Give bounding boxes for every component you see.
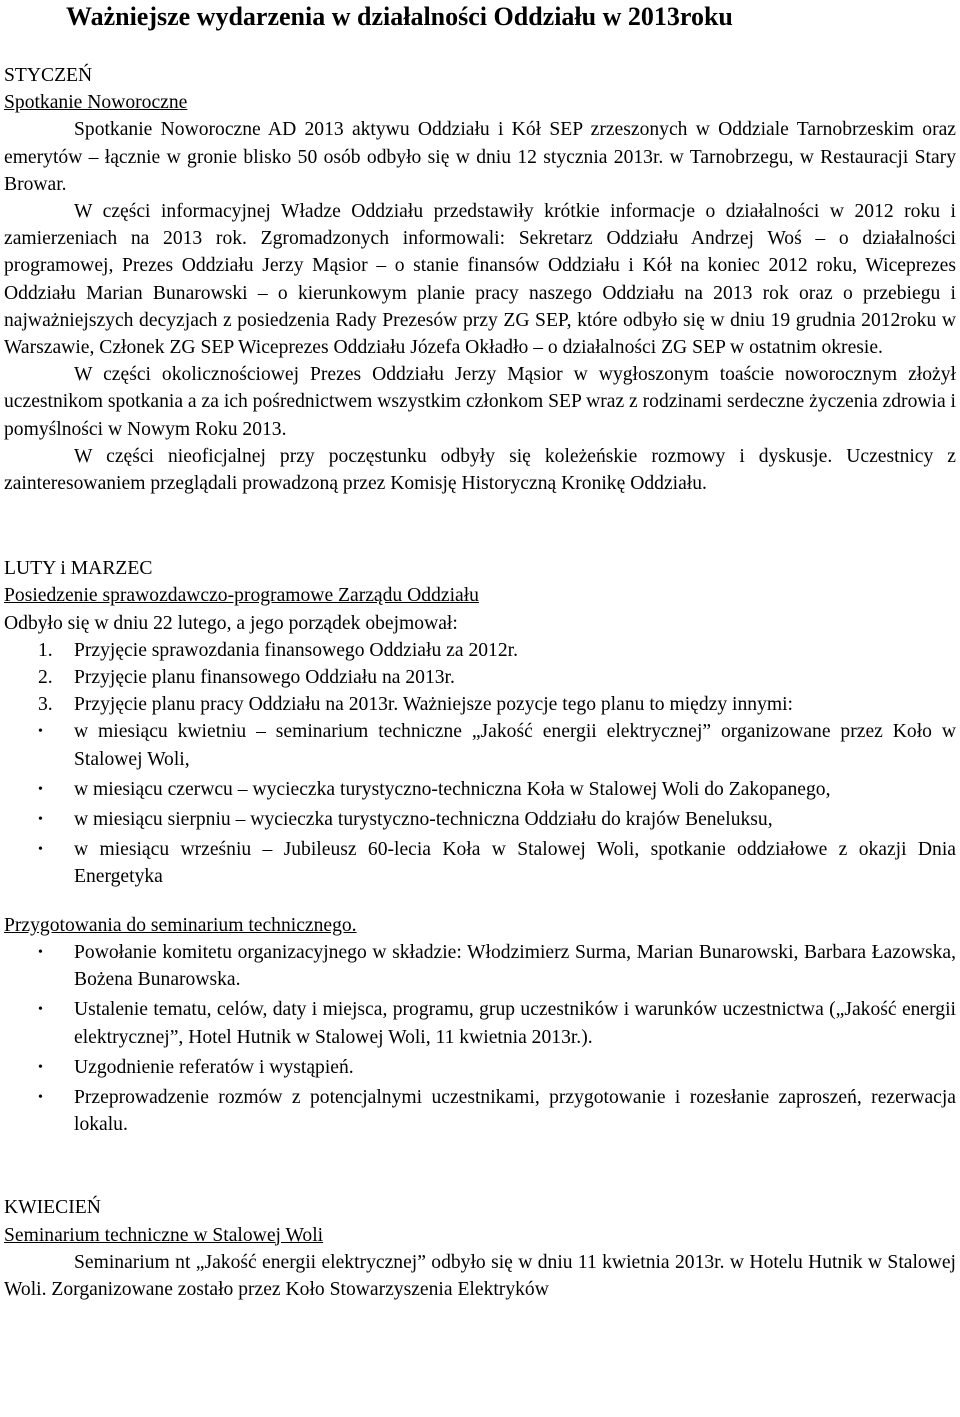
bullet-icon: • [38, 812, 43, 828]
bullet-list-plan [4, 718, 956, 890]
list-item-text: w miesiącu kwietniu – seminarium techniczne „Jakość energii elektrycznej” organizowane przez Koło w Stalowej Woli, [74, 721, 956, 770]
section-subhead-przygotowania: Przygotowania do seminarium technicznego. [4, 914, 357, 936]
list-item [4, 691, 956, 718]
section-subhead-posiedzenie: Posiedzenie sprawozdawczo-programowe Zarządu Oddziału [4, 585, 479, 607]
paragraph: Seminarium nt „Jakość energii elektrycznej” odbyło się w dniu 11 kwietnia 2013r. w Hotelu Hutnik w Stalowej Woli. Zorganizowane zostało przez Koło Stowarzyszenia Elektryków [4, 1251, 956, 1300]
section-month-styczen: STYCZEŃ [4, 65, 93, 86]
list-item-text: Przyjęcie sprawozdania finansowego Oddziału za 2012r. [74, 639, 518, 661]
list-item [4, 1084, 956, 1138]
paragraph: W części informacyjnej Władze Oddziału przedstawiły krótkie informacje o działalności w 2012 roku i zamierzeniach na 2013 rok. Zgromadzonych informowali: Sekretarz Oddziału Andrzej Woś – o działalności programowej, Prezes Oddziału Jerzy Mąsior – o stanie finansów Oddziału i Kół na koniec 2012 roku, Wiceprezes Oddziału Marian Bunarowski – o kierunkowym planie pracy naszego Oddziału na 2013 rok oraz o przebiegu i najważniejszych decyzjach z posiedzenia Rady Prezesów przy ZG SEP, które odbyło się w dniu 19 grudnia 2012roku w Warszawie, Członek ZG SEP Wiceprezes Oddziału Józefa Okładło – o działalności ZG SEP w ostatnim okresie. [4, 201, 956, 359]
list-item [4, 836, 956, 890]
bullet-icon: • [38, 1002, 43, 1018]
paragraph: W części nieoficjalnej przy poczęstunku odbyły się koleżeńskie rozmowy i dyskusje. Uczestnicy z zainteresowaniem przeglądali prowadzoną przez Komisję Historyczną Kronikę Oddziału. [4, 445, 956, 495]
paragraph: W części okolicznościowej Prezes Oddziału Jerzy Mąsior w wygłoszonym toaście noworocznym złożył uczestnikom spotkania a za ich pośrednictwem wszystkim członkom SEP wraz z rodzinami serdeczne życzenia zdrowia i pomyślności w Nowym Roku 2013. [4, 364, 956, 440]
list-item-text: Przyjęcie planu pracy Oddziału na 2013r. Ważniejsze pozycje tego planu to między innymi: [74, 694, 793, 716]
section-month-luty-marzec: LUTY i MARZEC [4, 558, 153, 580]
list-item [4, 939, 956, 993]
bullet-icon: • [38, 781, 43, 797]
list-number: 1. [38, 639, 53, 661]
page-title: Ważniejsze wydarzenia w działalności Oddziału w 2013roku [66, 2, 733, 31]
paragraph: Spotkanie Noworoczne AD 2013 aktywu Oddziału i Kół SEP zrzeszonych w Oddziale Tarnobrzeskim oraz emerytów – łącznie w gronie blisko 50 osób odbyło się w dniu 12 stycznia 2013r. w Tarnobrzegu, w Restauracji Stary Browar. [4, 119, 956, 195]
list-item [4, 637, 956, 664]
list-item-text: w miesiącu sierpniu – wycieczka turystyczno-techniczna Oddziału do krajów Beneluksu, [74, 809, 773, 831]
list-item-text: w miesiącu wrześniu – Jubileusz 60-lecia Koła w Stalowej Woli, spotkanie oddziałowe z okazji Dnia Energetyka [74, 839, 956, 888]
bullet-icon: • [38, 1089, 43, 1105]
list-item [4, 1054, 956, 1081]
list-item [4, 718, 956, 772]
list-item [4, 996, 956, 1050]
list-item-text: Powołanie komitetu organizacyjnego w składzie: Włodzimierz Surma, Marian Bunarowski, Barbara Łazowska, Bożena Bunarowska. [74, 941, 956, 991]
paragraph: Odbyło się w dniu 22 lutego, a jego porządek obejmował: [4, 612, 458, 634]
list-item-text: Ustalenie tematu, celów, daty i miejsca, programu, grup uczestników i warunków uczestnictwa („Jakość energii elektrycznej”, Hotel Hutnik w Stalowej Woli, 11 kwietnia 2013r.). [74, 999, 956, 1048]
bullet-list-przygotowania [4, 939, 956, 1138]
numbered-list [4, 637, 956, 719]
bullet-icon: • [38, 842, 43, 858]
section-month-kwiecien: KWIECIEŃ [4, 1197, 101, 1219]
list-item [4, 806, 956, 833]
list-item-text: Przeprowadzenie rozmów z potencjalnymi uczestnikami, przygotowanie i rozesłanie zaproszeń, rezerwacja lokalu. [74, 1086, 956, 1136]
bullet-icon: • [38, 724, 43, 740]
list-item-text: w miesiącu czerwcu – wycieczka turystyczno-techniczna Koła w Stalowej Woli do Zakopanego, [74, 778, 831, 800]
list-number: 2. [38, 667, 53, 689]
list-item-text: Przyjęcie planu finansowego Oddziału na 2013r. [74, 667, 455, 689]
list-number: 3. [38, 694, 53, 716]
list-item-text: Uzgodnienie referatów i wystąpień. [74, 1056, 354, 1078]
list-item [4, 776, 956, 803]
bullet-icon: • [38, 1059, 43, 1075]
list-item [4, 664, 956, 691]
bullet-icon: • [38, 944, 43, 960]
section-subhead-seminarium: Seminarium techniczne w Stalowej Woli [4, 1224, 324, 1246]
section-subhead-spotkanie: Spotkanie Noworoczne [4, 92, 188, 114]
